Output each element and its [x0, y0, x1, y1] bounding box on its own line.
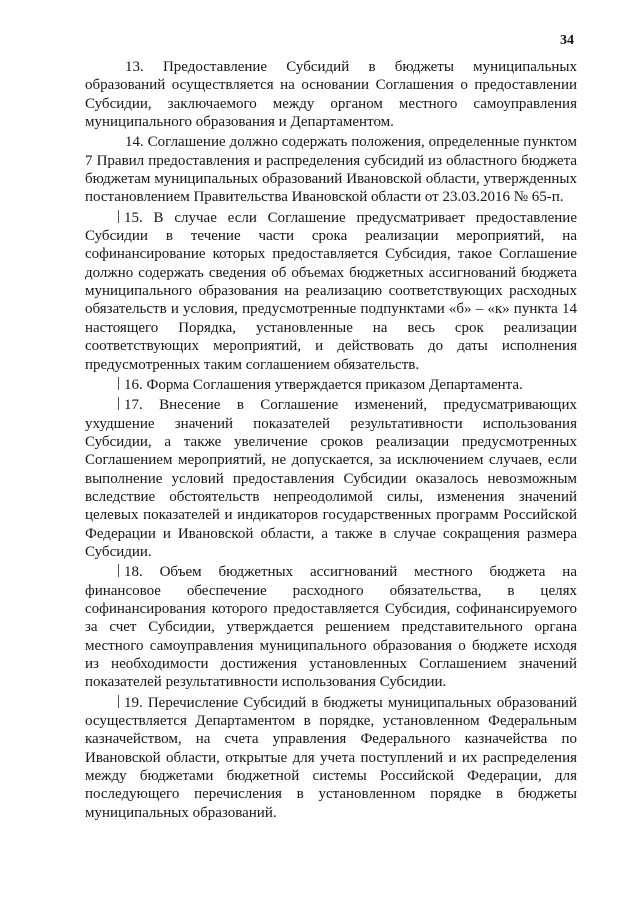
- paragraph-15: [85, 209, 577, 374]
- paragraph-text: 14. Соглашение должно содержать положения, определенные пунктом 7 Правил предоставления и распределения субсидий из областного бюджета бюджетам муниципальных образований Ивановской области, утвержденных постановлением Правительства Ивановской области от 23.03.2016 № 65-п.: [85, 134, 577, 206]
- margin-mark: [118, 564, 119, 577]
- margin-mark: [118, 377, 119, 390]
- margin-mark: [118, 695, 119, 708]
- paragraph-17: [85, 396, 577, 561]
- paragraph-14: [85, 133, 577, 206]
- paragraph-16: [85, 376, 577, 394]
- paragraph-19: [85, 694, 577, 822]
- margin-mark: [118, 397, 119, 410]
- paragraph-text: 15. В случае если Соглашение предусматривает предоставление Субсидии в течение части срока реализации мероприятий, на софинансирование которых предоставляется Субсидия, такое Соглашение должно содержать сведения об объемах бюджетных ассигнований бюджета муниципального образования на реализацию соответствующих расходных обязательств и условия, предусмотренные подпунктами «б» – «к» пункта 14 настоящего Порядка, установленные на весь срок реализации соответствующих мероприятий, и действовать до даты исполнения предусмотренных таким соглашением обязательств.: [85, 209, 577, 373]
- paragraph-13: [85, 58, 577, 131]
- page-number: 34: [560, 33, 574, 48]
- paragraph-text: 13. Предоставление Субсидий в бюджеты муниципальных образований осуществляется на основании Соглашения о предоставлении Субсидии, заключаемого между органом местного самоуправления муниципального образования и Департаментом.: [85, 59, 577, 131]
- paragraph-18: [85, 563, 577, 691]
- paragraph-text: 17. Внесение в Соглашение изменений, предусматривающих ухудшение значений показателей результативности использования Субсидии, а также увеличение сроков реализации предусмотренных Соглашением мероприятий, не допускается, за исключением случаев, если выполнение условий предоставления Субсидии оказалось невозможным вследствие обстоятельств непреодолимой силы, изменения значений целевых показателей и индикаторов государственных программ Российской Федерации и Ивановской области, а также в случае сокращения размера Субсидии.: [85, 397, 577, 560]
- paragraph-text: 18. Объем бюджетных ассигнований местного бюджета на финансовое обеспечение расходного обязательства, в целях софинансирования которого предоставляется Субсидия, софинансируемого за счет Субсидии, утверждается решением представительного органа местного самоуправления муниципального образования о бюджете исходя из необходимости достижения установленных Соглашением значений показателей результативности использования Субсидии.: [85, 564, 577, 691]
- margin-mark: [118, 210, 119, 223]
- document-body: [85, 58, 577, 822]
- paragraph-text: 19. Перечисление Субсидий в бюджеты муниципальных образований осуществляется Департаментом в порядке, установленном Федеральным казначейством, на счета управления Федерального казначейства по Ивановской области, открытые для учета поступлений и их распределения между бюджетами бюджетной системы Российской Федерации, для последующего перечисления в установленном порядке в бюджеты муниципальных образований.: [85, 694, 577, 821]
- paragraph-text: 16. Форма Соглашения утверждается приказом Департамента.: [124, 376, 523, 393]
